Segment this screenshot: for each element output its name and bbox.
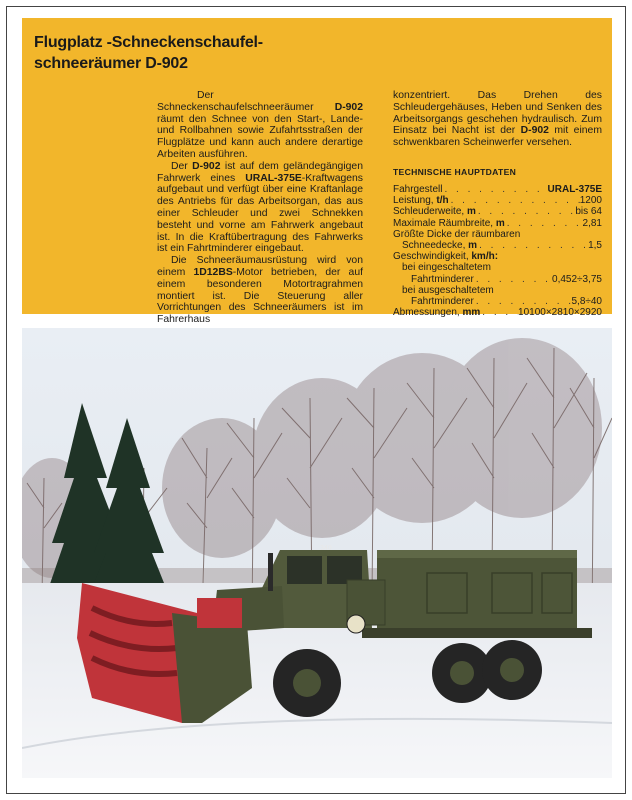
spec-value: URAL-375E [547, 184, 602, 195]
paragraph-2 [157, 161, 363, 255]
p2-model: D-902 [192, 160, 221, 172]
p4-text-c: mit einem schwenkbaren Scheinwerfer versehen. [393, 125, 602, 149]
leader-dots [442, 184, 547, 195]
p3-text-c: -Motor betrieben, der auf einem besonderen Motortragrahmen montiert ist. Die Steuerung aller Vorrichtungen des Schneeräumers ist im Fahrerhaus [157, 266, 364, 326]
specs-heading: TECHNISCHE HAUPTDATEN [393, 167, 517, 177]
windshield [287, 556, 322, 584]
leader-dots [476, 206, 575, 217]
spec-label: Schneedecke, m [402, 240, 478, 252]
spec-label: Fahrgestell [393, 184, 443, 195]
title-line-1: Flugplatz -Schneckenschaufel- [34, 34, 263, 51]
spec-row [393, 307, 602, 318]
spec-value: 0,452÷3,75 [552, 273, 602, 285]
p2-text-c: ist auf dem geländegängigen Fahrwerk eines [157, 160, 363, 184]
p3-text-a: Die Schneeräumausrüstung wird von einem [157, 255, 363, 278]
leader-dots [474, 296, 572, 307]
paragraph-3 [157, 255, 363, 326]
spec-label: Größte Dicke der räumbaren [393, 228, 521, 240]
leader-dots [474, 274, 552, 285]
truck-illustration [22, 328, 612, 778]
spec-value: 5,8÷40 [571, 296, 602, 308]
cargo-box [377, 550, 577, 630]
spec-row [393, 262, 602, 273]
spec-label: bei eingeschaltetem [402, 262, 491, 274]
specs-table [393, 184, 602, 318]
emblem [347, 615, 365, 633]
chassis-frame [362, 628, 592, 638]
leader-dots [449, 195, 580, 206]
spec-value: 10100×2810×2920 [518, 307, 602, 319]
spec-label: Leistung, t/h [393, 195, 449, 207]
truck-photo [22, 328, 612, 778]
p4-model: D-902 [520, 125, 549, 137]
spec-value: 2,81 [582, 217, 602, 229]
spec-label: Fahrtminderer [411, 296, 474, 308]
spec-row [393, 229, 602, 240]
p2-text-e: -Kraftwagens aufgebaut und verfügt über eine Kraftanlage des Antriebs für das Arbeitsorgan, das aus einer Schleuder und zwei Schnekken besteht und vorne am Fahrwerk angebaut ist. In die Kraftübertragung des Fahrwerks ist ein Fahrtminderer eingebaut. [157, 172, 363, 255]
paragraph-1 [157, 90, 363, 161]
spec-label: Schleuderweite, m [393, 206, 476, 218]
p4-text-a: konzentriert. Das Drehen des Schleudergehäuses, Heben und Senken des Arbeitsorgangs geschehen hydraulisch. Zum Einsatz bei Nacht ist der [393, 90, 602, 137]
cargo-roof [377, 550, 577, 558]
spec-label: Abmessungen, mm [393, 307, 481, 319]
truck [212, 545, 592, 638]
p2-text-a: Der [171, 160, 193, 172]
hub [500, 658, 524, 682]
leader-dots [505, 218, 583, 229]
hub [450, 661, 474, 685]
p1-model: D-902 [334, 101, 363, 113]
spec-label: bei ausgeschaltetem [402, 284, 494, 296]
leader-dots [480, 307, 518, 318]
p1-text-c: räumt den Schnee von den Start-, Lande- und Rollbahnen sowie Zufahrtsstraßen der Flugplätze und kann auch andere derartige Arbeiten ausführen. [157, 113, 363, 160]
spec-row [393, 218, 602, 229]
info-panel [22, 18, 612, 326]
text-column-2 [393, 90, 602, 149]
paragraph-4 [393, 90, 602, 149]
leader-dots [477, 240, 588, 251]
title-line-2: schneeräumer D-902 [34, 55, 188, 72]
spec-label: Geschwindigkeit, km/h: [393, 251, 499, 263]
spec-value: 1200 [579, 195, 602, 207]
spec-row [393, 240, 602, 251]
spec-row [393, 285, 602, 296]
exhaust-pipe [268, 553, 273, 591]
page-title [34, 32, 274, 74]
p1-text-a: Der Schneckenschaufelschneeräumer [157, 90, 335, 113]
spec-row [393, 195, 602, 206]
spec-label: Fahrtminderer [411, 273, 474, 285]
text-column-1 [157, 90, 363, 326]
truck-number: 340 [320, 545, 332, 552]
blower-chute [197, 598, 242, 628]
spec-value: 1,5 [588, 240, 602, 252]
hub [293, 669, 321, 697]
spec-value: bis 64 [575, 206, 602, 218]
spec-label: Maximale Räumbreite, m [393, 217, 505, 229]
p2-chassis: URAL-375E [245, 172, 302, 184]
spec-row [393, 296, 602, 307]
spec-row [393, 251, 602, 262]
spec-row [393, 184, 602, 195]
spec-row [393, 206, 602, 217]
spec-row [393, 274, 602, 285]
p3-engine: 1D12BS [193, 266, 233, 278]
